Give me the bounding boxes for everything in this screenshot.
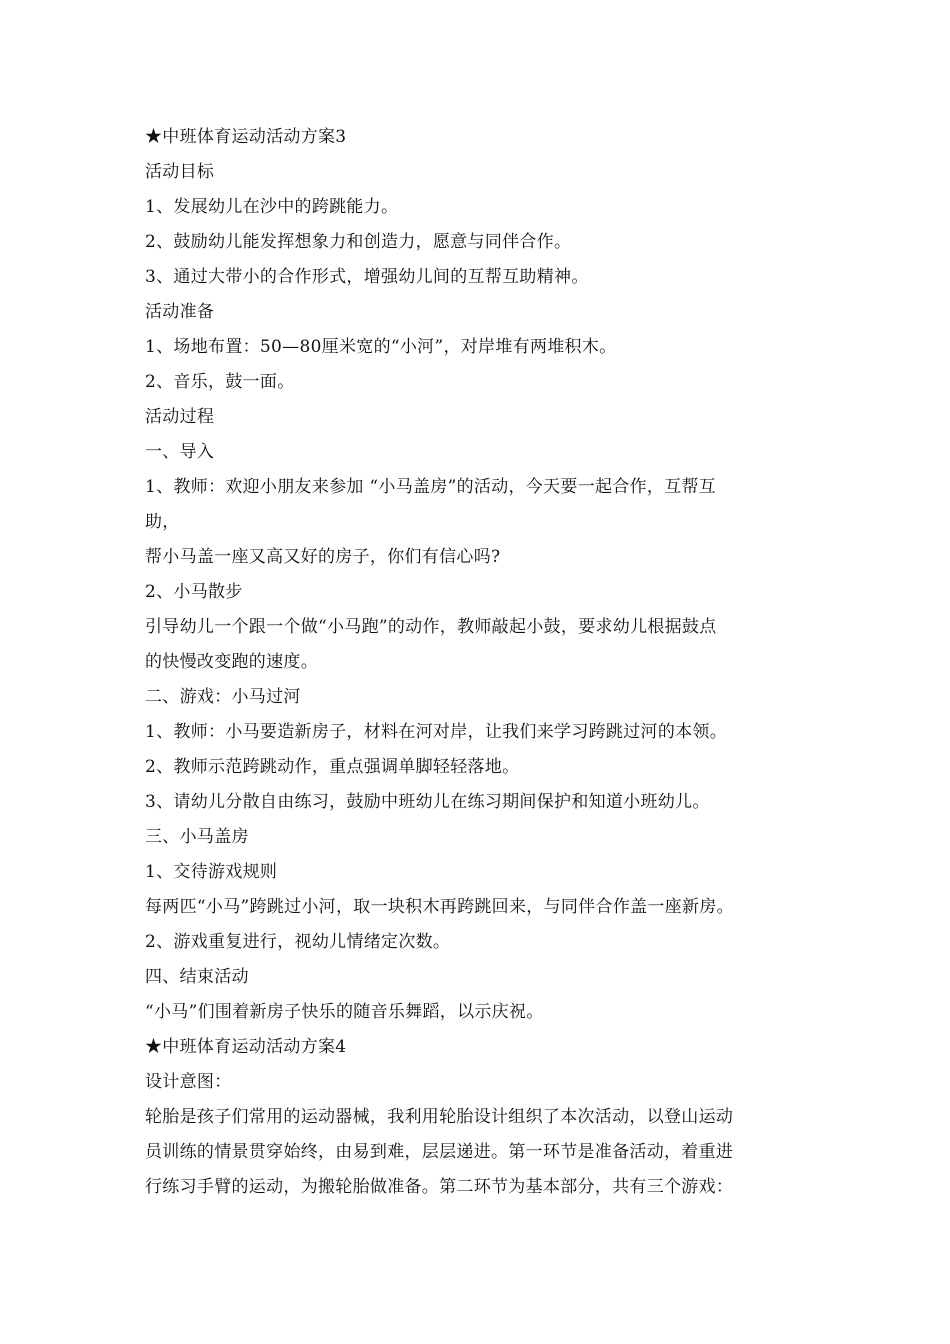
paragraph-line: 1、场地布置：50—80厘米宽的“小河”，对岸堆有两堆积木。 (145, 337, 617, 357)
paragraph-line: 1、教师：欢迎小朋友来参加 “小马盖房”的活动，今天要一起合作，互帮互 (145, 477, 717, 497)
paragraph-line: 的快慢改变跑的速度。 (145, 652, 318, 672)
paragraph-line: 3、通过大带小的合作形式，增强幼儿间的互帮互助精神。 (145, 267, 589, 287)
section-heading: ★中班体育运动活动方案4 (145, 1037, 347, 1057)
paragraph-line: 二、游戏：小马过河 (145, 687, 301, 707)
subheading: 活动过程 (145, 407, 215, 427)
paragraph-line: 引导幼儿一个跟一个做“小马跑”的动作，教师敲起小鼓，要求幼儿根据鼓点 (145, 617, 717, 637)
paragraph-line: 三、小马盖房 (145, 827, 249, 847)
paragraph-line: 行练习手臂的运动，为搬轮胎做准备。第二环节为基本部分，共有三个游戏： (145, 1177, 734, 1197)
paragraph-line: 2、音乐，鼓一面。 (145, 372, 295, 392)
paragraph-line: 2、教师示范跨跳动作，重点强调单脚轻轻落地。 (145, 757, 520, 777)
subheading: 设计意图： (145, 1072, 232, 1092)
subheading: 活动目标 (145, 162, 215, 182)
paragraph-line: 2、小马散步 (145, 582, 243, 602)
paragraph-line: 员训练的情景贯穿始终，由易到难，层层递进。第一环节是准备活动，着重进 (145, 1142, 734, 1162)
document-body (145, 120, 810, 1205)
paragraph-line: 2、鼓励幼儿能发挥想象力和创造力，愿意与同伴合作。 (145, 232, 572, 252)
paragraph-line: 2、游戏重复进行，视幼儿情绪定次数。 (145, 932, 451, 952)
section-heading: ★中班体育运动活动方案3 (145, 127, 347, 147)
paragraph-line: 1、教师：小马要造新房子，材料在河对岸，让我们来学习跨跳过河的本领。 (145, 722, 728, 742)
paragraph-line: 3、请幼儿分散自由练习，鼓励中班幼儿在练习期间保护和知道小班幼儿。 (145, 792, 710, 812)
paragraph-line: 四、结束活动 (145, 967, 249, 987)
paragraph-line: 帮小马盖一座又高又好的房子，你们有信心吗? (145, 547, 501, 567)
paragraph-line: 1、交待游戏规则 (145, 862, 278, 882)
paragraph-line: “小马”们围着新房子快乐的随音乐舞蹈，以示庆祝。 (145, 1002, 544, 1022)
subheading: 活动准备 (145, 302, 215, 322)
paragraph-line: 1、发展幼儿在沙中的跨跳能力。 (145, 197, 399, 217)
paragraph-line: 每两匹“小马”跨跳过小河，取一块积木再跨跳回来，与同伴合作盖一座新房。 (145, 897, 734, 917)
paragraph-line: 一、导入 (145, 442, 215, 462)
paragraph-line: 助， (145, 512, 180, 532)
paragraph-line: 轮胎是孩子们常用的运动器械，我利用轮胎设计组织了本次活动，以登山运动 (145, 1107, 734, 1127)
